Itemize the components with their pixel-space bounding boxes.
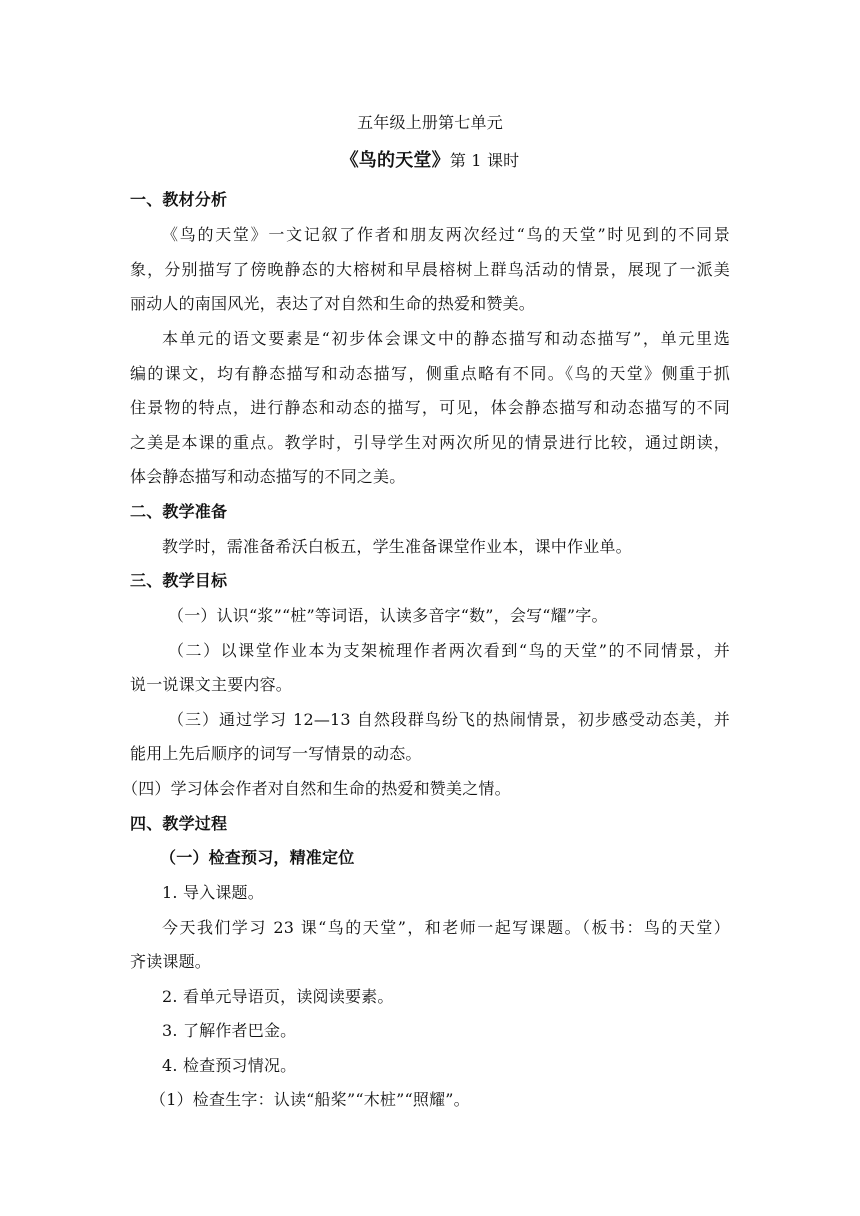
analysis-p2-line5: 体会静态描写和动态描写的不同之美。 bbox=[130, 467, 406, 486]
section-heading-objectives: 三、教学目标 bbox=[130, 571, 228, 590]
process-item-4-1: （1）检查生字：认读“船桨”“木桩”“照耀”。 bbox=[150, 1090, 470, 1109]
preparation-text: 教学时，需准备希沃白板五，学生准备课堂作业本，课中作业单。 bbox=[162, 537, 632, 556]
unit-label: 五年级上册第七单元 bbox=[357, 113, 503, 132]
objective-2-line1: （二）以课堂作业本为支架梳理作者两次看到“鸟的天堂”的不同情景，并 bbox=[168, 641, 730, 660]
process-subheading-1: （一）检查预习，精准定位 bbox=[160, 848, 355, 867]
objective-3-line2: 能用上先后顺序的词写一写情景的动态。 bbox=[130, 744, 422, 763]
analysis-p2-line2: 编的课文，均有静态描写和动态描写，侧重点略有不同。《鸟的天堂》侧重于抓 bbox=[130, 364, 730, 383]
section-heading-process: 四、教学过程 bbox=[130, 814, 228, 833]
objective-2-line2: 说一说课文主要内容。 bbox=[130, 675, 293, 694]
analysis-p1-line3: 丽动人的南国风光，表达了对自然和生命的热爱和赞美。 bbox=[130, 294, 536, 313]
objective-4: （四）学习体会作者对自然和生命的热爱和赞美之情。 bbox=[122, 779, 511, 798]
lesson-period: 第 1 课时 bbox=[449, 151, 520, 170]
section-heading-preparation: 二、教学准备 bbox=[130, 502, 228, 521]
process-item-1: 1. 导入课题。 bbox=[162, 883, 264, 902]
analysis-p2-line3: 住景物的特点，进行静态和动态的描写，可见，体会静态描写和动态描写的不同 bbox=[130, 398, 730, 417]
objective-1: （一）认识“浆”“桩”等词语，认读多音字“数”，会写“耀”字。 bbox=[168, 606, 608, 625]
lesson-title: 《鸟的天堂》 bbox=[340, 150, 450, 171]
process-item-1-text-line2: 齐读课题。 bbox=[130, 952, 212, 971]
page-title bbox=[130, 150, 730, 172]
process-item-1-text-line1: 今天我们学习 23 课“鸟的天堂”，和老师一起写课题。（板书：鸟的天堂） bbox=[162, 918, 730, 937]
analysis-p2-line1: 本单元的语文要素是“初步体会课文中的静态描写和动态描写”，单元里选 bbox=[162, 329, 730, 348]
analysis-p1-line1: 《鸟的天堂》一文记叙了作者和朋友两次经过“鸟的天堂”时见到的不同景 bbox=[162, 225, 730, 244]
analysis-p1-line2: 象，分别描写了傍晚静态的大榕树和早晨榕树上群鸟活动的情景，展现了一派美 bbox=[130, 260, 730, 279]
process-item-2: 2. 看单元导语页，读阅读要素。 bbox=[162, 987, 394, 1006]
analysis-p2-line4: 之美是本课的重点。教学时，引导学生对两次所见的情景进行比较，通过朗读， bbox=[130, 433, 730, 452]
process-item-4: 4. 检查预习情况。 bbox=[162, 1056, 297, 1075]
process-item-3: 3. 了解作者巴金。 bbox=[162, 1021, 297, 1040]
objective-3-line1: （三）通过学习 12—13 自然段群鸟纷飞的热闹情景，初步感受动态美，并 bbox=[168, 710, 730, 729]
section-heading-analysis: 一、教材分析 bbox=[130, 190, 228, 209]
